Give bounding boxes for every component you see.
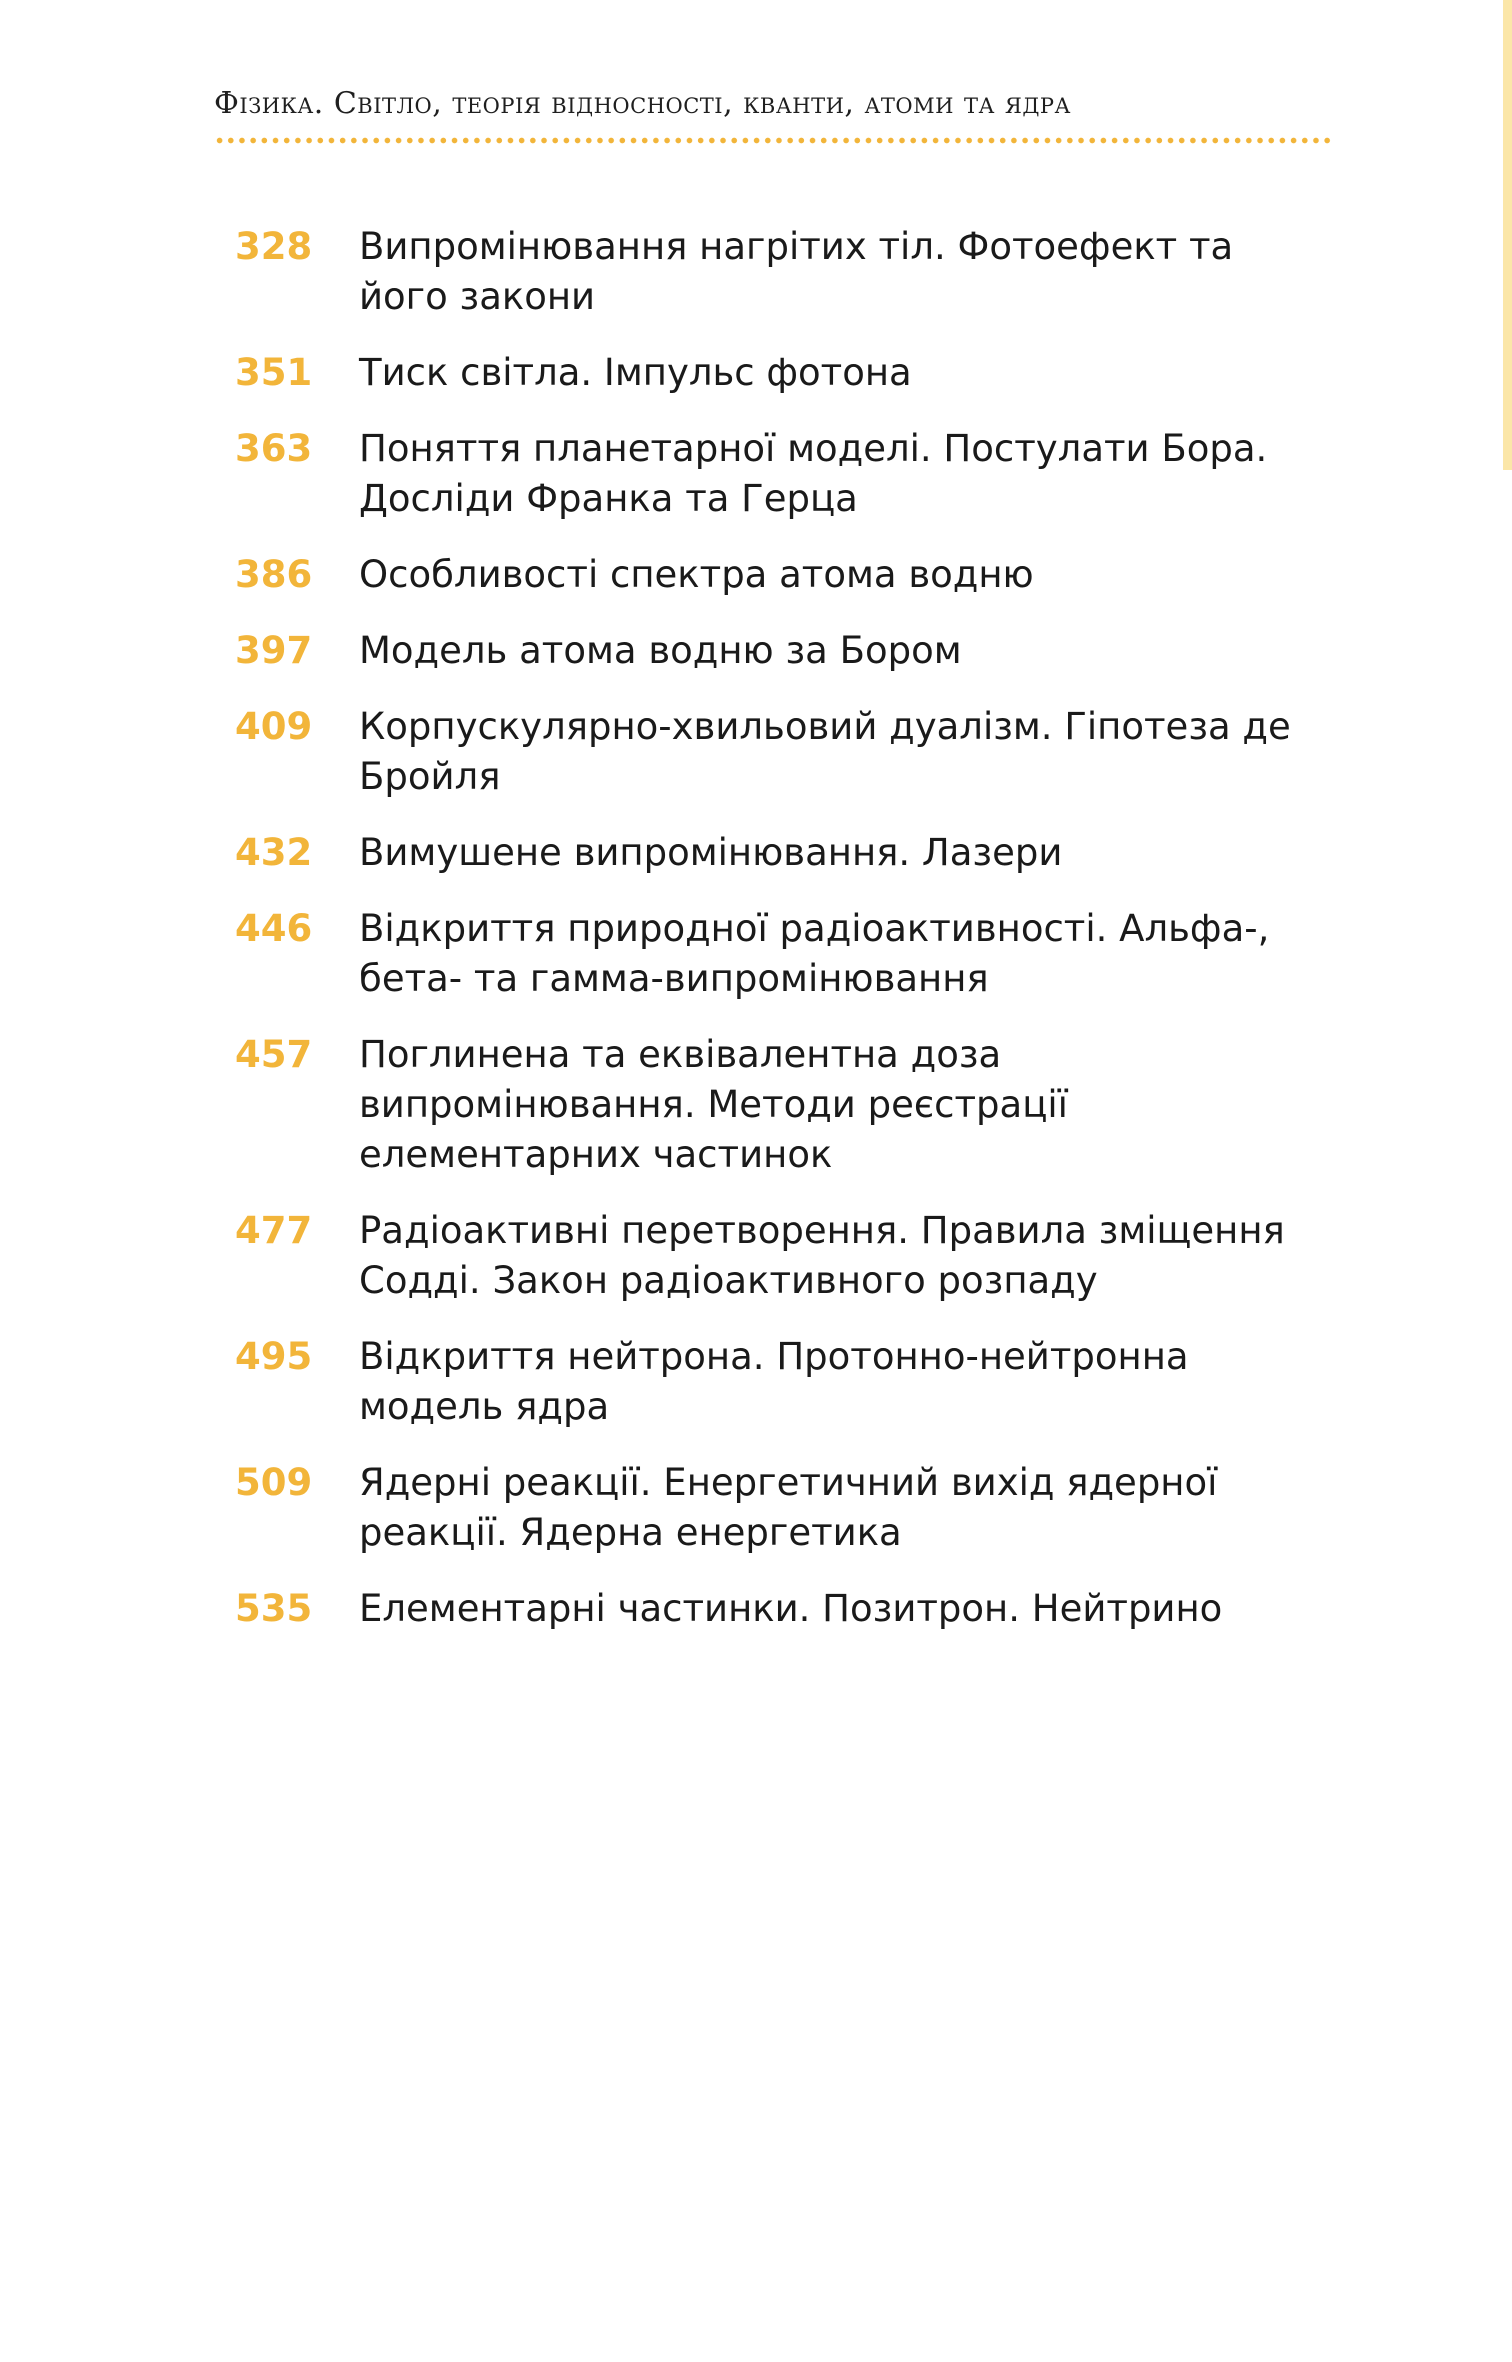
toc-entry[interactable] — [235, 348, 1325, 398]
toc-page-number: 386 — [235, 553, 313, 596]
running-header-title: Фізика. Світло, теорія відносності, кванти, атоми та ядра — [214, 86, 1071, 121]
toc-page-number: 397 — [235, 629, 313, 672]
toc-entry-title: Відкриття нейтрона. Протонно-нейтронна модель ядра — [359, 1335, 1189, 1428]
toc-entry-title: Модель атома водню за Бором — [359, 629, 962, 672]
toc-page-number: 495 — [235, 1335, 313, 1378]
toc-entry[interactable] — [235, 222, 1325, 322]
toc-entry-title: Елементарні частинки. Позитрон. Нейтрино — [359, 1587, 1223, 1630]
toc-entry-title: Корпускулярно-хвильовий дуалізм. Гіпотеза де Бройля — [359, 705, 1291, 798]
toc-entry[interactable] — [235, 1458, 1325, 1558]
toc-page-number: 432 — [235, 831, 313, 874]
page-edge-stripe — [1503, 0, 1512, 470]
toc-entry-title: Відкриття природної радіоактивності. Альфа-, бета- та гамма-випромінювання — [359, 907, 1270, 1000]
toc-entry-title: Тиск світла. Імпульс фотона — [359, 351, 912, 394]
toc-page-number: 351 — [235, 351, 313, 394]
header-dotted-divider — [214, 137, 1334, 144]
toc-entry[interactable] — [235, 1206, 1325, 1306]
toc-entry-title: Радіоактивні перетворення. Правила зміщення Содді. Закон радіоактивного розпаду — [359, 1209, 1285, 1302]
toc-entry-title: Випромінювання нагрітих тіл. Фотоефект та його закони — [359, 225, 1234, 318]
toc-entry-title: Ядерні реакції. Енергетичний вихід ядерної реакції. Ядерна енергетика — [359, 1461, 1218, 1554]
toc-entry-title: Поняття планетарної моделі. Постулати Бора. Досліди Франка та Герца — [359, 427, 1268, 520]
toc-entry[interactable] — [235, 1030, 1325, 1180]
toc-entry[interactable] — [235, 424, 1325, 524]
toc-page-number: 477 — [235, 1209, 313, 1252]
toc-page-number: 363 — [235, 427, 313, 470]
toc-entry[interactable] — [235, 828, 1325, 878]
toc-entry[interactable] — [235, 904, 1325, 1004]
toc-page-number: 457 — [235, 1033, 313, 1076]
toc-page-number: 446 — [235, 907, 313, 950]
toc-entry-title: Поглинена та еквівалентна доза випромінювання. Методи реєстрації елементарних частинок — [359, 1033, 1068, 1176]
toc-page-number: 328 — [235, 225, 313, 268]
toc-entry[interactable] — [235, 1332, 1325, 1432]
toc-page-number: 409 — [235, 705, 313, 748]
toc-entry-title: Особливості спектра атома водню — [359, 553, 1034, 596]
toc-entry[interactable] — [235, 1584, 1325, 1634]
toc-entry[interactable] — [235, 702, 1325, 802]
toc-entry-title: Вимушене випромінювання. Лазери — [359, 831, 1063, 874]
toc-entry[interactable] — [235, 550, 1325, 600]
toc-page-number: 509 — [235, 1461, 313, 1504]
toc-page-number: 535 — [235, 1587, 313, 1630]
toc-entry[interactable] — [235, 626, 1325, 676]
table-of-contents — [235, 222, 1325, 1660]
